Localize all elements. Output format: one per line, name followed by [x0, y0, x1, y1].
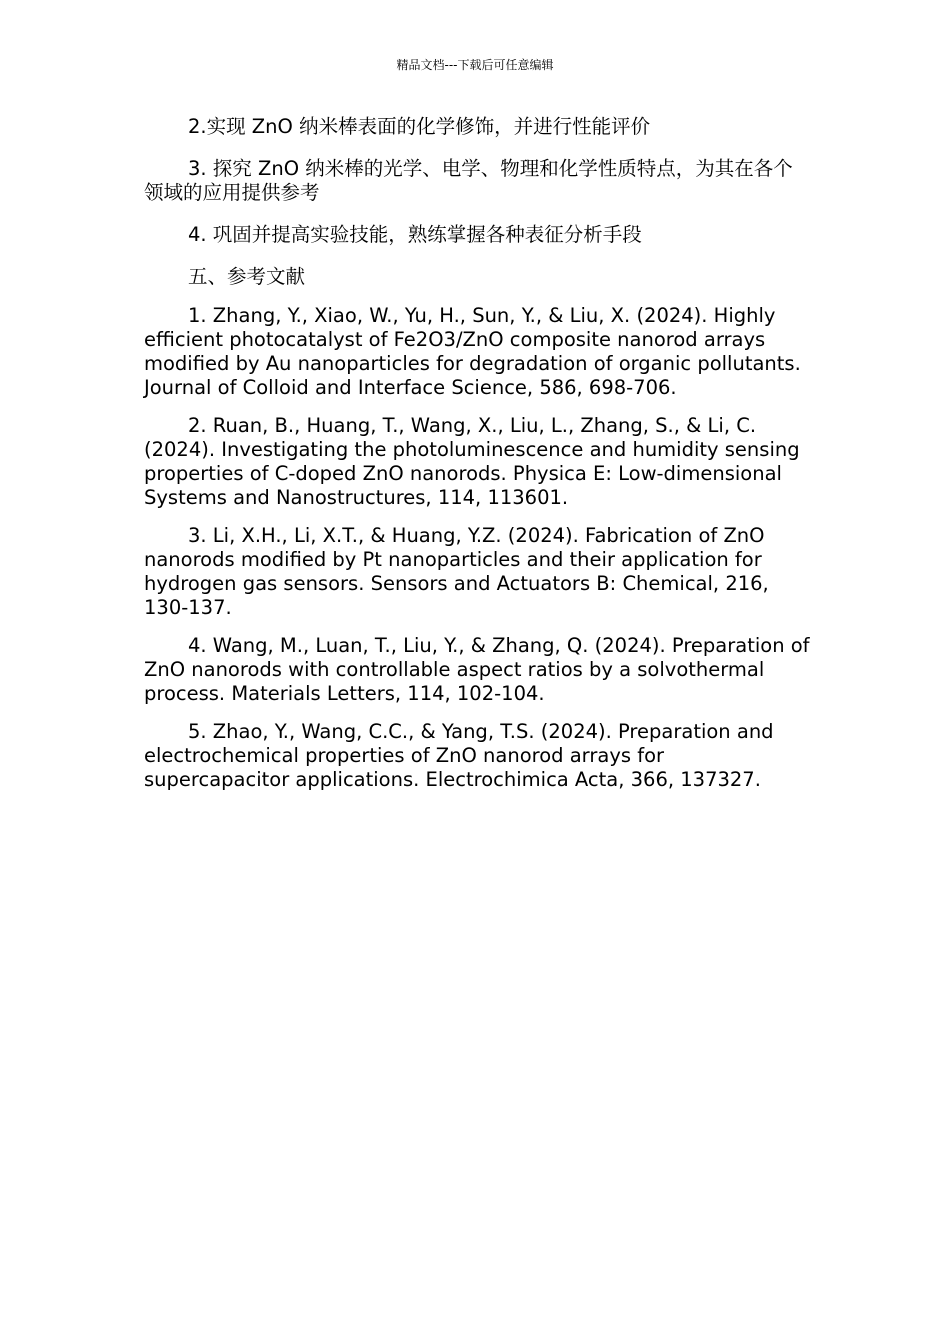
- reference-item-1: 1. Zhang, Y., Xiao, W., Yu, H., Sun, Y., & Liu, X. (2024). Highly efficient photocatalyst of Fe2O3/ZnO composite nanorod arrays modified by Au nanoparticles for degradation of organic pollutants. Journal of Colloid and Interface Science, 586, 698-706.: [144, 304, 801, 399]
- goal-item-2: 2.实现 ZnO 纳米棒表面的化学修饰，并进行性能评价: [188, 115, 651, 138]
- reference-item-3: 3. Li, X.H., Li, X.T., & Huang, Y.Z. (2024). Fabrication of ZnO nanorods modified by Pt nanoparticles and their application for hydrogen gas sensors. Sensors and Actuators B: Chemical, 216, 130-137.: [144, 524, 769, 619]
- document-body: [144, 115, 810, 806]
- goal-item-4: 4. 巩固并提高实验技能，熟练掌握各种表征分析手段: [188, 223, 642, 246]
- reference-item-5: 5. Zhao, Y., Wang, C.C., & Yang, T.S. (2024). Preparation and electrochemical properties of ZnO nanorod arrays for supercapacitor applications. Electrochimica Acta, 366, 137327.: [144, 720, 774, 791]
- reference-item-4: 4. Wang, M., Luan, T., Liu, Y., & Zhang, Q. (2024). Preparation of ZnO nanorods with controllable aspect ratios by a solvothermal process. Materials Letters, 114, 102-104.: [144, 634, 810, 705]
- references-heading: 五、参考文献: [188, 265, 306, 288]
- reference-item-2: 2. Ruan, B., Huang, T., Wang, X., Liu, L., Zhang, S., & Li, C. (2024). Investigating the photoluminescence and humidity sensing properties of C-doped ZnO nanorods. Physica E: Low-dimensional Systems and Nanostructures, 114, 113601.: [144, 414, 800, 509]
- goal-item-3: 3. 探究 ZnO 纳米棒的光学、电学、物理和化学性质特点，为其在各个领域的应用提供参考: [144, 157, 793, 204]
- page-header: 精品文档---下载后可任意编辑: [396, 58, 554, 72]
